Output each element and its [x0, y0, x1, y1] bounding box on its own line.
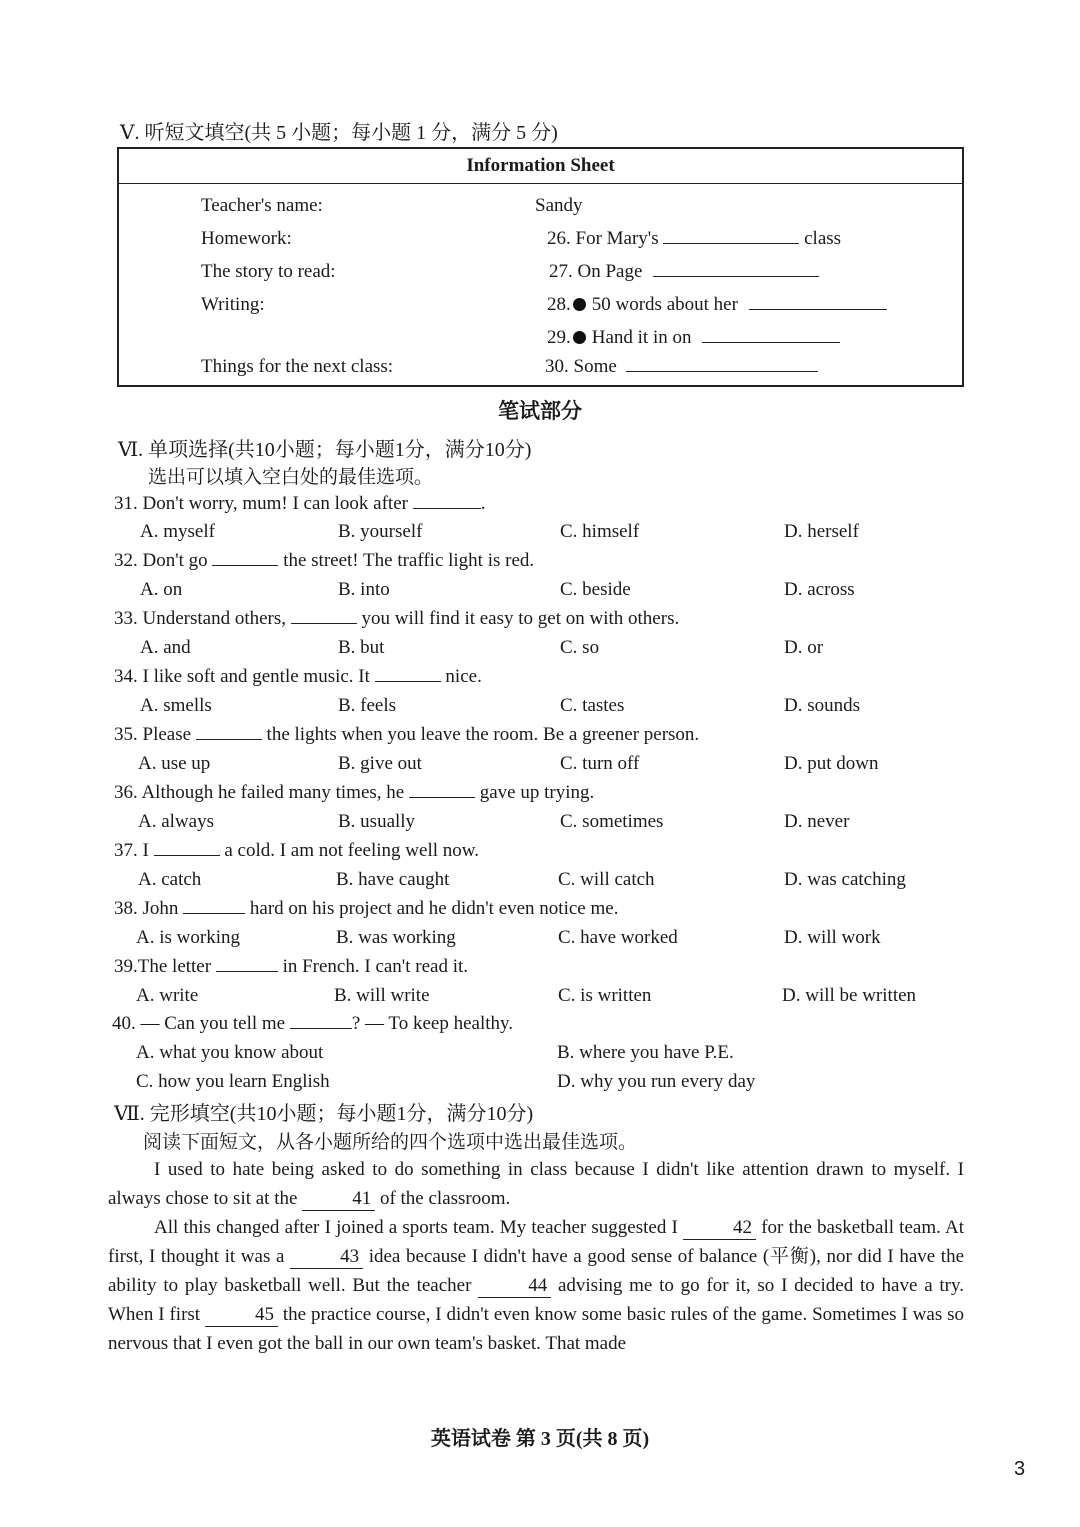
option-37a[interactable]: A. catch — [138, 869, 202, 890]
option-38a[interactable]: A. is working — [136, 927, 240, 948]
question-36 — [114, 782, 594, 804]
question-39 — [114, 956, 468, 978]
question-33 — [114, 608, 679, 630]
option-33b[interactable]: B. but — [338, 637, 385, 658]
question-32 — [114, 550, 534, 572]
question-38 — [114, 898, 618, 920]
bullet-icon — [573, 331, 586, 344]
paragraph-text: of the classroom. — [379, 1188, 511, 1209]
option-33d[interactable]: D. or — [784, 637, 824, 658]
option-31d[interactable]: D. herself — [784, 521, 859, 542]
paragraph-text: idea because I didn't have a good sense of balance (平衡), nor did I have the ability to play basketball well. But the teacher — [108, 1246, 965, 1296]
paragraph-text: the practice course, I didn't even know some basic rules of the game. Sometimes I was so nervous that I even got the ball in our own team's basket. That made — [108, 1304, 965, 1354]
sheet-item-27 — [549, 261, 819, 283]
answer-blank[interactable] — [212, 564, 278, 566]
answer-blank[interactable] — [409, 796, 475, 798]
option-38d[interactable]: D. will work — [784, 927, 881, 948]
item-text: 50 words about her — [591, 294, 738, 315]
option-36b[interactable]: B. usually — [338, 811, 416, 832]
option-39a[interactable]: A. write — [136, 985, 199, 1006]
question-text: gave up trying. — [479, 782, 595, 803]
option-38b[interactable]: B. was working — [336, 927, 456, 948]
item-number: 28. — [547, 294, 571, 315]
item-text: Some — [573, 356, 617, 377]
section7-instruction: 阅读下面短文，从各小题所给的四个选项中选出最佳选项。 — [143, 1132, 638, 1153]
answer-blank[interactable] — [702, 341, 840, 343]
question-text: you will find it easy to get on with others. — [361, 608, 680, 629]
option-40d[interactable]: D. why you run every day — [557, 1071, 756, 1092]
answer-blank[interactable] — [291, 622, 357, 624]
option-37d[interactable]: D. was catching — [784, 869, 906, 890]
item-text: On Page — [577, 261, 643, 282]
bullet-icon — [573, 298, 586, 311]
section5-title: Ⅴ. 听短文填空(共 5 小题；每小题 1 分，满分 5 分) — [120, 122, 558, 144]
paragraph-text: All this changed after I joined a sports team. My teacher suggested I — [154, 1217, 678, 1238]
option-31b[interactable]: B. yourself — [338, 521, 423, 542]
cloze-paragraph-2 — [108, 1213, 964, 1358]
question-text: 32. Don't go — [114, 550, 208, 571]
question-text: a cold. I am not feeling well now. — [224, 840, 479, 861]
sheet-item-29 — [547, 327, 840, 349]
question-text: 34. I like soft and gentle music. It — [114, 666, 370, 687]
section6-instruction: 选出可以填入空白处的最佳选项。 — [148, 467, 434, 488]
question-text: in French. I can't read it. — [282, 956, 469, 977]
sheet-value-teacher: Sandy — [535, 195, 583, 216]
item-number: 27. — [549, 261, 573, 282]
item-text: class — [804, 228, 842, 249]
answer-blank[interactable] — [216, 970, 278, 972]
option-32b[interactable]: B. into — [338, 579, 390, 600]
option-40c[interactable]: C. how you learn English — [136, 1071, 330, 1092]
answer-blank[interactable] — [663, 242, 799, 244]
question-text: 38. John — [114, 898, 179, 919]
option-31a[interactable]: A. myself — [140, 521, 215, 542]
page-number: 3 — [1014, 1458, 1026, 1480]
option-39d[interactable]: D. will be written — [782, 985, 917, 1006]
option-35a[interactable]: A. use up — [138, 753, 211, 774]
written-part-title: 笔试部分 — [498, 399, 582, 423]
option-33c[interactable]: C. so — [560, 637, 600, 658]
option-35d[interactable]: D. put down — [784, 753, 879, 774]
question-text: 35. Please — [114, 724, 192, 745]
option-34b[interactable]: B. feels — [338, 695, 397, 716]
page-footer: 英语试卷 第 3 页(共 8 页) — [430, 1428, 650, 1450]
answer-blank[interactable] — [626, 370, 818, 372]
answer-blank[interactable] — [653, 275, 819, 277]
information-sheet-title: Information Sheet — [119, 149, 962, 184]
item-number: 26. — [547, 228, 571, 249]
sheet-item-26 — [547, 228, 841, 250]
question-34 — [114, 666, 482, 688]
option-39c[interactable]: C. is written — [558, 985, 652, 1006]
question-text: the lights when you leave the room. Be a greener person. — [266, 724, 700, 745]
answer-blank[interactable] — [183, 912, 245, 914]
sheet-item-30 — [545, 356, 818, 378]
cloze-blank-43[interactable]: 43 — [290, 1247, 363, 1269]
question-text: 37. I — [114, 840, 149, 861]
question-text: 40. — Can you tell me — [112, 1013, 286, 1034]
option-34d[interactable]: D. sounds — [784, 695, 861, 716]
paragraph-text: advising me to go for it, so I decided to have a try. When I first — [108, 1275, 965, 1325]
option-37c[interactable]: C. will catch — [558, 869, 655, 890]
option-38c[interactable]: C. have worked — [558, 927, 678, 948]
answer-blank[interactable] — [375, 680, 441, 682]
sheet-label-writing: Writing: — [201, 294, 265, 315]
cloze-blank-44[interactable]: 44 — [478, 1276, 551, 1298]
option-32d[interactable]: D. across — [784, 579, 855, 600]
option-34c[interactable]: C. tastes — [560, 695, 625, 716]
item-text: Hand it in on — [591, 327, 692, 348]
question-text: 39.The letter — [114, 956, 212, 977]
option-39b[interactable]: B. will write — [334, 985, 430, 1006]
question-text: 33. Understand others, — [114, 608, 287, 629]
question-text: the street! The traffic light is red. — [283, 550, 535, 571]
sheet-label-teacher: Teacher's name: — [201, 195, 323, 216]
answer-blank[interactable] — [749, 308, 887, 310]
option-31c[interactable]: C. himself — [560, 521, 640, 542]
option-32a[interactable]: A. on — [140, 579, 183, 600]
question-31 — [114, 493, 485, 515]
option-32c[interactable]: C. beside — [560, 579, 631, 600]
option-40a[interactable]: A. what you know about — [136, 1042, 324, 1063]
answer-blank[interactable] — [290, 1027, 352, 1029]
paragraph-text: for the basketball team. At first, I thought it was a — [108, 1217, 964, 1267]
item-number: 29. — [547, 327, 571, 348]
question-text: 36. Although he failed many times, he — [114, 782, 405, 803]
question-text: hard on his project and he didn't even notice me. — [249, 898, 619, 919]
section7-title: Ⅶ. 完形填空(共10小题；每小题1分，满分10分) — [114, 1103, 534, 1125]
item-number: 30. — [545, 356, 569, 377]
cloze-blank-42[interactable]: 42 — [683, 1218, 756, 1240]
option-36a[interactable]: A. always — [138, 811, 214, 832]
question-text: nice. — [445, 666, 482, 687]
option-36d[interactable]: D. never — [784, 811, 850, 832]
information-sheet — [117, 147, 964, 387]
question-text: . — [480, 493, 486, 514]
question-40 — [112, 1013, 513, 1035]
question-text: 31. Don't worry, mum! I can look after — [114, 493, 408, 514]
sheet-label-next-class: Things for the next class: — [201, 356, 394, 377]
section6-title: Ⅵ. 单项选择(共10小题；每小题1分，满分10分) — [118, 439, 532, 461]
answer-blank[interactable] — [413, 507, 481, 509]
option-36c[interactable]: C. sometimes — [560, 811, 664, 832]
paragraph-text: I used to hate being asked to do something in class because I didn't like attention drawn to myself. I always chose to sit at the — [108, 1159, 964, 1209]
option-35c[interactable]: C. turn off — [560, 753, 640, 774]
question-35 — [114, 724, 699, 746]
answer-blank[interactable] — [196, 738, 262, 740]
sheet-item-28 — [547, 294, 887, 316]
answer-blank[interactable] — [154, 854, 220, 856]
sheet-label-story: The story to read: — [201, 261, 336, 282]
cloze-paragraph-1 — [108, 1155, 964, 1213]
option-37b[interactable]: B. have caught — [336, 869, 450, 890]
question-text: ? — To keep healthy. — [351, 1013, 514, 1034]
sheet-label-homework: Homework: — [201, 228, 292, 249]
option-40b[interactable]: B. where you have P.E. — [557, 1042, 734, 1063]
question-37 — [114, 840, 479, 862]
option-34a[interactable]: A. smells — [140, 695, 212, 716]
cloze-blank-41[interactable]: 41 — [302, 1189, 375, 1211]
option-35b[interactable]: B. give out — [338, 753, 422, 774]
item-text: For Mary's — [575, 228, 659, 249]
option-33a[interactable]: A. and — [140, 637, 191, 658]
cloze-blank-45[interactable]: 45 — [205, 1305, 278, 1327]
